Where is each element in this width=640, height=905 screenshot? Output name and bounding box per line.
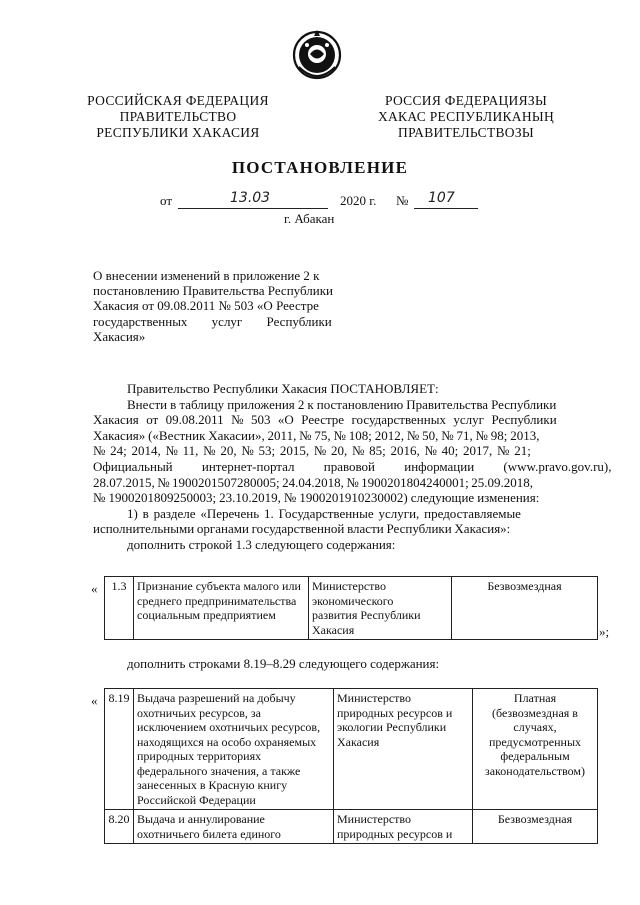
fee-cell xyxy=(473,689,598,810)
org-line: Хакасия xyxy=(337,734,380,749)
header-right xyxy=(358,93,574,141)
service-line: Выдача и аннулирование xyxy=(137,812,265,826)
subject-line: Хакасия от 09.08.2011 № 503 «О Реестре xyxy=(93,298,319,314)
service-line: природных территориях xyxy=(137,749,262,763)
org-line: природных ресурсов и xyxy=(337,826,453,841)
header-left-line: РОССИЙСКАЯ ФЕДЕРАЦИЯ xyxy=(87,93,269,108)
service-cell xyxy=(134,689,334,810)
service-cell xyxy=(134,577,309,640)
header-left-line: РЕСПУБЛИКИ ХАКАСИЯ xyxy=(96,125,260,140)
body-text-2 xyxy=(93,656,597,672)
header-right-line: ХАКАС РЕСПУБЛИКАНЫҢ xyxy=(377,109,555,124)
year-label: 2020 г. xyxy=(340,193,377,208)
add819-line: дополнить строками 8.19–8.29 следующего содержания: xyxy=(127,656,440,671)
fee-line: федеральным xyxy=(500,749,570,763)
table-1 xyxy=(104,576,598,640)
org-line: Министерство xyxy=(312,579,386,593)
service-line: Признание субъекта малого или xyxy=(137,579,301,593)
fee-line: случаях, xyxy=(513,720,557,734)
org-line: Хакасия xyxy=(312,622,355,637)
org-line: Министерство xyxy=(337,691,411,705)
subject-line xyxy=(93,268,355,283)
fee-line: предусмотренных xyxy=(488,734,582,749)
table-2 xyxy=(104,688,598,844)
table-row xyxy=(105,577,598,640)
city: г. Абакан xyxy=(284,211,335,226)
service-line: Российской Федерации xyxy=(137,792,256,807)
preamble: Правительство Республики Хакасия ПОСТАНОВЛЯЕТ: xyxy=(127,381,439,396)
org-line: экономического xyxy=(312,593,394,608)
fee-line: Безвозмездная xyxy=(487,579,562,593)
item1-line: исполнительными органами государственной власти Республики Хакасия»: xyxy=(93,521,511,537)
subject-text: государственных услуг Республики xyxy=(93,313,332,329)
org-cell xyxy=(334,810,473,844)
para1-line: Внести в таблицу приложения 2 к постановлению Правительства Республики xyxy=(127,396,557,412)
row-number: 8.19 xyxy=(105,689,134,810)
body-text xyxy=(93,381,612,553)
service-line: Выдача разрешений на добычу xyxy=(137,691,296,705)
para1-line: № 24; 2014, № 11, № 20, № 53; 2015, № 20, № 85; 2016, № 40; 2017, № 21; xyxy=(93,443,531,459)
date-handwritten: 13.03 xyxy=(230,190,271,206)
header-left-line: ПРАВИТЕЛЬСТВО xyxy=(119,109,237,124)
table-row xyxy=(105,689,598,810)
fee-cell xyxy=(473,810,598,844)
org-line: экологии Республики xyxy=(337,720,447,734)
para1-line: Хакасия от 09.08.2011 № 503 «О Реестре государственных услуг Республики xyxy=(93,412,557,428)
header-right-line: ПРАВИТЕЛЬСТВОЗЫ xyxy=(398,125,534,140)
number-underline xyxy=(414,208,478,209)
fee-line: (безвозмездная в xyxy=(492,705,578,720)
para1-line: Хакасия» («Вестник Хакасии», 2011, № 75, № 108; 2012, № 50, № 71, № 98; 2013, xyxy=(93,427,540,443)
item1-line: 1) в разделе «Перечень 1. Государственные услуги, предоставляемые xyxy=(127,505,521,521)
org-line: Министерство xyxy=(337,812,411,826)
fee-line: Платная xyxy=(513,691,557,705)
header-left xyxy=(80,93,276,141)
subject-text: О внесении изменений в приложение 2 к xyxy=(93,268,320,283)
fee-cell xyxy=(452,577,598,640)
row-number: 1.3 xyxy=(105,577,134,640)
org-cell xyxy=(334,689,473,810)
para1-line: № 1900201809250003; 23.10.2019, № 1900201910230002) следующие изменения: xyxy=(93,490,540,506)
quote-open: « xyxy=(91,581,98,596)
date-from-label: от xyxy=(160,193,173,208)
fee-line: законодательством) xyxy=(484,763,586,778)
service-line: исключением охотничьих ресурсов, xyxy=(137,720,321,734)
org-line: природных ресурсов и xyxy=(337,705,453,720)
para1-line: Официальный интернет-портал правовой информации (www.pravo.gov.ru), xyxy=(93,458,612,474)
service-line: социальным предприятием xyxy=(137,608,276,622)
quote-open: « xyxy=(91,693,98,708)
row-number: 8.20 xyxy=(105,810,134,844)
coat-of-arms-icon xyxy=(289,27,345,81)
add13-line: дополнить строкой 1.3 следующего содержания: xyxy=(127,536,396,552)
date-underline xyxy=(178,208,328,209)
subject-line: постановлению Правительства Республики xyxy=(93,283,333,299)
org-cell xyxy=(309,577,452,640)
service-line: охотничьего билета единого xyxy=(137,826,281,841)
para1-line: 28.07.2015, № 1900201507280005; 24.04.2018, № 1900201804240001; 25.09.2018, xyxy=(93,474,533,490)
fee-line: Безвозмездная xyxy=(497,812,573,826)
subject-block xyxy=(93,268,355,344)
document-title: ПОСТАНОВЛЕНИЕ xyxy=(231,158,409,177)
service-line: федерального значения, а также xyxy=(137,763,301,778)
subject-line: Хакасия» xyxy=(93,328,146,344)
service-line: занесенных в Красную книгу xyxy=(137,778,288,792)
table-row xyxy=(105,810,598,844)
subject-line xyxy=(93,314,355,329)
service-line: находящихся на особо охраняемых xyxy=(137,734,317,749)
number-handwritten: 107 xyxy=(428,190,455,206)
number-label: № xyxy=(396,193,409,208)
service-cell xyxy=(134,810,334,844)
service-line: среднего предпринимательства xyxy=(137,593,297,608)
header-right-line: РОССИЯ ФЕДЕРАЦИЯЗЫ xyxy=(384,93,548,108)
quote-close: »; xyxy=(599,624,610,639)
service-line: охотничьих ресурсов, за xyxy=(137,705,261,720)
org-line: развития Республики xyxy=(312,608,421,622)
